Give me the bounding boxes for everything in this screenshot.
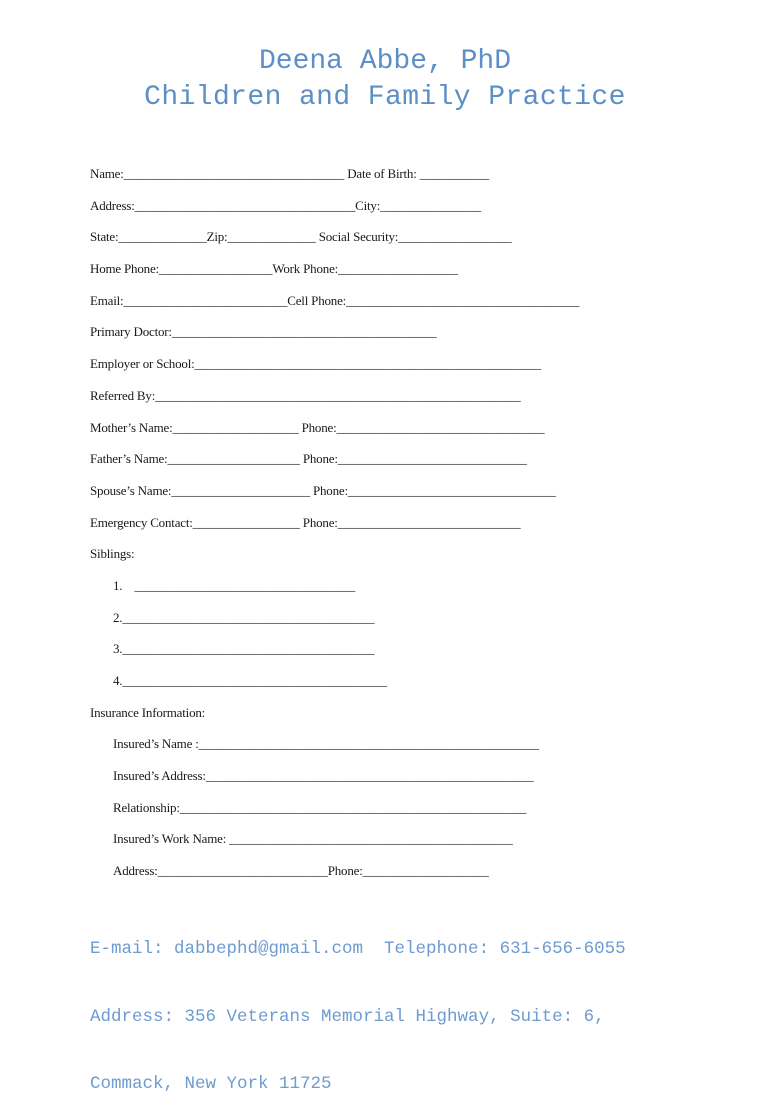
relationship-field: Relationship:_______________________________________________________ (113, 799, 527, 815)
email-cell-field: Email:__________________________Cell Phone:_____________________________________ (90, 292, 580, 308)
letterhead (0, 44, 770, 116)
practice-name: Children and Family Practice (144, 82, 626, 113)
home-work-phone-field: Home Phone:__________________Work Phone:___________________ (90, 261, 458, 277)
intake-form (90, 164, 690, 893)
sibling-3-field: 3.________________________________________ (113, 641, 375, 657)
insured-work-field: Insured’s Work Name: _____________________________________________ (113, 831, 513, 847)
address-city-field: Address:___________________________________City:________________ (90, 197, 481, 213)
sibling-4-field: 4.__________________________________________ (113, 673, 387, 688)
father-field: Father’s Name:_____________________ Phone:______________________________ (90, 451, 527, 467)
emergency-contact-field: Emergency Contact:_________________ Phone:_____________________________ (90, 514, 521, 530)
mother-field: Mother’s Name:____________________ Phone:_________________________________ (90, 419, 545, 435)
contact-footer (90, 893, 626, 1118)
insurance-label: Insurance Information: (90, 704, 206, 720)
footer-city: Commack, New York 11725 (90, 1074, 332, 1094)
practitioner-name: Deena Abbe, PhD (258, 46, 512, 77)
siblings-label: Siblings: (90, 546, 135, 562)
sibling-1-field: 1. ___________________________________ (113, 577, 356, 593)
work-address-phone-field: Address:___________________________Phone:____________________ (113, 863, 489, 879)
insured-address-field: Insured’s Address:____________________________________________________ (113, 768, 534, 784)
state-zip-ssn-field: State:______________Zip:______________ Social Security:__________________ (90, 229, 512, 245)
insured-name-field: Insured’s Name :______________________________________________________ (113, 736, 539, 752)
name-dob-field: Name:___________________________________ Date of Birth: ___________ (90, 166, 489, 181)
primary-doctor-field: Primary Doctor:__________________________________________ (90, 324, 437, 340)
sibling-2-field: 2.________________________________________ (113, 609, 375, 625)
referred-by-field: Referred By:__________________________________________________________ (90, 387, 521, 403)
employer-field: Employer or School:_______________________________________________________ (90, 356, 542, 372)
footer-address: Address: 356 Veterans Memorial Highway, Suite: 6, (90, 1006, 605, 1027)
spouse-field: Spouse’s Name:______________________ Phone:_________________________________ (90, 482, 556, 498)
footer-email-phone: E-mail: dabbephd@gmail.com Telephone: 631-656-6055 (90, 939, 626, 959)
